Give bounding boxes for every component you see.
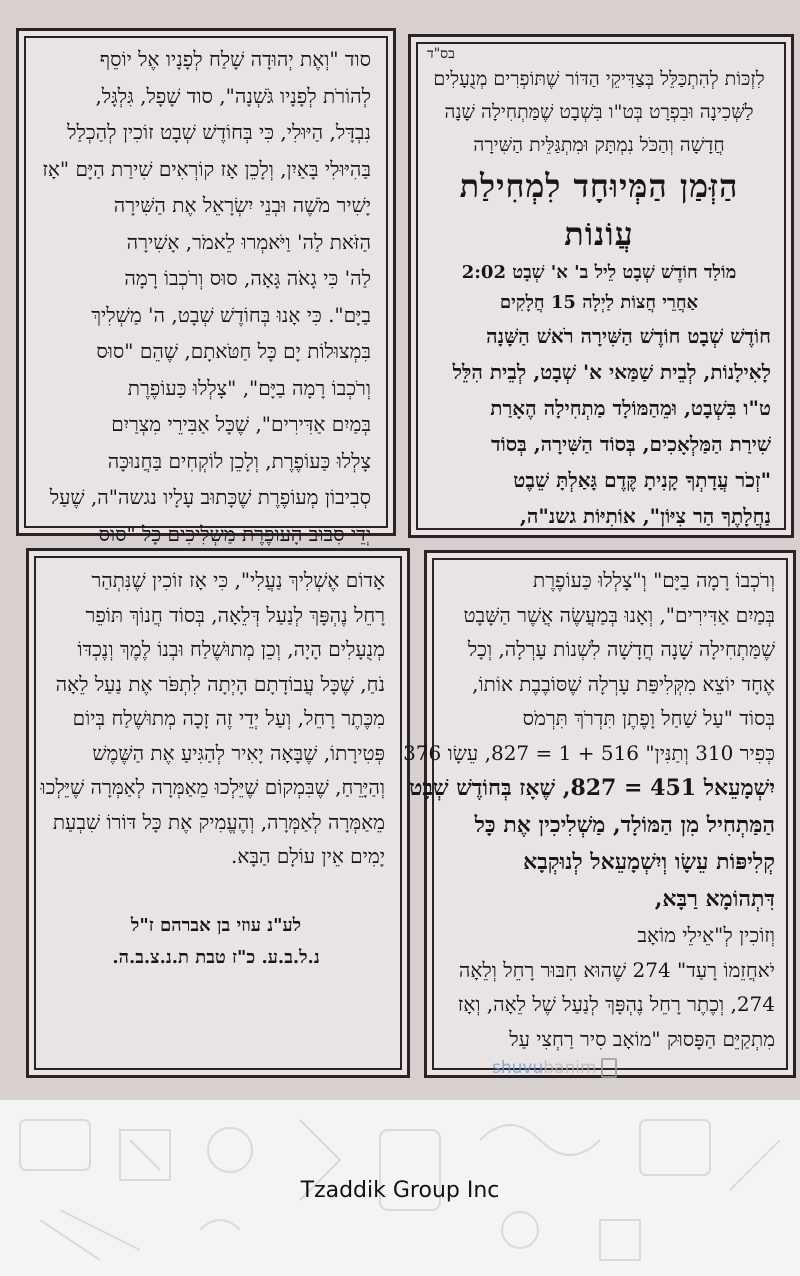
bsd-mark: בס"ד [427,46,455,62]
bottom-left-text [40,563,385,874]
bottom-left-line: וְהַיָּרֵחַ, שֶׁבִּמְקוֹם שֶׁיֵּלְכוּ מֵאַמְּרָה לְאַמְּרָה שֶׁיֵּלְכוּ [40,775,385,799]
bottom-left-column [26,548,410,1078]
bottom-right-bold-line: הַמַּתְחִיל מִן הַמּוֹלָד, מַשְׁלִיכִין אֶת כָּל [474,812,775,838]
body-line: נַחֲלָתֶךָ הַר צִיּוֹן", אוֹתִיּוֹת גשנ"ה, [519,504,771,528]
molad-line: מוֹלַד חוֹדֶשׁ שְׁבָט לֵיל ב' א' שְׁבָט 2:02 [461,262,737,283]
intro-line: לִזְכּוֹת לְהִתְכַּלֵּל בְּצַדִּיקֵי הַדּוֹר שֶׁתּוֹפְרִים מְנֻעָלִים [433,68,765,90]
bottom-right-bold-line: קְלִיפּוֹת עֵשָׂו וְיִשְׁמָעֵאל לְנוּקְבָא [523,849,775,875]
watermark-logo [492,1058,617,1078]
top-left-column [16,28,396,546]
building-icon [601,1058,617,1078]
bottom-right-column [403,550,796,1078]
dedication-name: לע"נ עוזי בן אברהם ז"ל [130,914,302,936]
top-right-column [408,34,794,538]
bottom-right-line: וְרֹכְבוֹ רָמָה בַיָּם" וְ"צָלְלוּ כַּעוֹפֶרֶת [533,568,775,592]
bottom-left-line: נֹחַ, שֶׁכָּל עֲבוֹדָתָם הָיְתָה לִתְפֹּר אֶת נַעַל לֵאָה [55,671,385,696]
bottom-right-bold-line: יִשְׁמָעֵאל 451 = 827, שֶׁאָז בְּחוֹדֶשׁ שְׁבָט [409,775,775,801]
chatzot-line: אַחֲרֵי חֲצוֹת לַיְלָה 15 חֲלָקִים [499,292,699,313]
intro-text [427,63,771,162]
top-left-line: נִבְדָּל, הַיּוּלִי, כִּי בְּחוֹדֶשׁ שְׁבָט זוֹכִין לְהַכְלַל [67,120,371,144]
bottom-right-tail-text [441,918,775,1056]
caption-text: Tzaddik Group Inc [300,1178,500,1203]
bottom-right-tail-line: וְזוֹכִין לְ"אֵילֵי מוֹאָב [637,923,775,947]
bottom-left-line: יָמִים אֵין עוֹלָם הַבָּא. [230,844,385,868]
body-line: חוֹדֶשׁ שְׁבָט חוֹדֶשׁ הַשִּׁירָה רֹאשׁ הַשָּׁנָה [486,324,771,348]
top-left-line: בַּהִיּוּלִי בָּאַיִן, וְלָכֵן אָז קוֹרְאִים שִׁירַת הַיָּם "אָז [42,156,371,181]
headline-title: הַזְּמַן הַמְּיוּחָד לִמְחִילַת עֲוֹנוֹת [459,167,739,253]
body-text [427,318,771,534]
bottom-right-bold-line: דִּתְהוֹמָא רַבָּא, [654,886,775,912]
bottom-right-text [403,563,775,770]
top-left-text [37,41,371,552]
top-left-line: סְבִיבוֹן מְעוֹפֶרֶת שֶׁכָּתוּב עָלָיו נגשה"ה, שֶׁעַל [49,485,371,509]
top-left-line: בְּמַיִם אַדִּירִים", שֶׁכָּל אַבִּירֵי מִצְרַיִם [111,412,371,436]
bottom-right-line: כְּפִיר 310 וְתַנִּין" 516 + 1 = 827, עֵשָׂו 376 [403,740,775,765]
top-left-line: וְרֹכְבוֹ רָמָה בַיָּם", "צָלְלוּ כַּעוֹפֶרֶת [127,375,371,400]
top-left-line: לַה' כִּי גָאֹה גָּאָה, סוּס וְרֹכְבוֹ רָמָה [124,266,371,290]
intro-line: חֲדָשָׁה וְהַכֹּל נִמְתָּק וּמִתְגַּלֵּית הַשִּׁירָה [473,134,725,156]
bottom-right-tail-line: יֹאחֲזֵמוֹ רָעַד" 274 שֶׁהוּא חִבּוּר רָחֵל וְלֵאָה [458,957,775,982]
top-left-line: בִּמְצוּלוֹת יָם כָּל חַטֹּאתָם, שֶׁהֵם "סוּס [96,339,371,363]
bottom-left-line: אָדוֹם אֶשְׁלִיךְ נַעֲלִי", כִּי אָז זוֹכִין שֶׁנִּתְהַר [91,568,385,592]
bottom-left-line: רָחֵל נֶהְפָּךְ לְנַעַל דְּלֵאָה, בְּסוֹד חֲנוֹךְ תּוֹפֵר [85,602,385,627]
bottom-left-line: פְּטִירָתוֹ, שֶׁבָּאָה יָאִיר לְהַגִּיעַ אֶת הַשֶּׁמֶשׁ [92,740,385,765]
intro-line: לַשְּׁכִינָה וּבִפְרָט בְּט"ו בִּשְׁבָט שֶׁמַּתְחִילָה שָׁנָה [444,101,754,123]
bottom-right-bold-text [409,770,775,918]
bottom-right-line: שֶׁמַּתְחִילָה שָׁנָה חֲדָשָׁה לִשְׁנוֹת עָרְלָה, וְכָל [467,637,775,661]
top-left-line: לְהוֹרֹת לְפָנָיו גֹּשְׁנָה", סוד שָׁפָל, גִּלְגָּל, [95,83,371,108]
bottom-left-line: מֵאַמְּרָה לְאַמְּרָה, וְהֶעֱמִיק אֶת כָּל דּוֹרוֹ שִׁבְעַת [52,809,385,834]
top-left-line: צָלְלוּ כַּעוֹפֶרֶת, וְלָכֵן לוֹקְחִים בַּחֲנוּכָּה [107,448,371,473]
bottom-left-line: מְנֻעָלִים הָיָה, וְכֵן מְתוּשֶׁלַח וּבְנוֹ לֶמֶךְ וְנֶכְדּוֹ [77,637,385,661]
bottom-right-line: בְּמַיִם אַדִּירִים", וְאָנוּ בְּמַעֲשֶׂה אֲשֶׁר הַשָּׁבָט [463,602,775,627]
top-left-line: יְדֵי סִבּוּב הָעוֹפֶרֶת מַשְׁלִיכִים כָּל "סוּס [98,521,371,546]
bottom-right-tail-line: 274, וְכֶתֶר רָחֵל נֶהְפָּךְ לְנַעַל שֶׁל לֵאָה, וְאָז [457,992,775,1016]
top-left-line: הַזֹּאת לַה' וַיֹּאמְרוּ לֵאמֹר, אָשִׁירָה [126,229,371,254]
watermark-part-a: shuvu [492,1058,544,1078]
body-line: ט"ו בִּשְׁבָט, וּמֵהַמּוֹלָד מַתְחִילָה הֶאָרַת [490,396,771,420]
watermark-part-b: banim [543,1058,597,1078]
bottom-right-line: אֶחָד יוֹצֵא מִקְּלִיפַּת עָרְלָה שֶׁסּוֹבֶבֶת אוֹתוֹ, [472,671,775,696]
dedication-date: נ.ל.ב.ע. כ"ז טבת ת.נ.צ.ב.ה. [112,946,320,968]
bottom-right-tail-line: מִתְקַיֵּם הַפָּסוּק "מוֹאָב סִיר רַחְצִי עַל [509,1026,775,1051]
body-line: שִׁירַת הַמַּלְאָכִים, בְּסוֹד הַשִּׁירָה, בְּסוֹד [491,432,771,456]
top-left-line: סוד "וְאֶת יְהוּדָה שָׁלַח לְפָנָיו אֶל יוֹסֵף [99,47,371,71]
body-line: לָאִילָנוֹת, לְבֵית שַׁמַּאי א' שְׁבָט, לְבֵית הִלֵּל [452,360,771,384]
bottom-right-line: בְּסוֹד "עַל שַׁחַל וָפֶתֶן תִּדְרֹךְ תִּרְמֹס [522,706,775,730]
body-line: "זְכֹר עֲדָתְךָ קָנִיתָ קֶּדֶם גָּאַלְתָּ שֵׁבֶט [513,468,771,492]
bottom-left-line: מִכֶּתֶר רָחֵל, וְעַל יְדֵי זֶה זָכָה מְתוּשֶׁלַח בְּיוֹם [72,706,385,730]
top-left-line: בַיָּם". כִּי אָנוּ בְּחוֹדֶשׁ שְׁבָט, ה' מַשְׁלִיךְ [91,302,371,327]
top-left-line: יָשִׁיר מֹשֶׁה וּבְנֵי יִשְׂרָאֵל אֶת הַשִּׁירָה [113,193,371,217]
